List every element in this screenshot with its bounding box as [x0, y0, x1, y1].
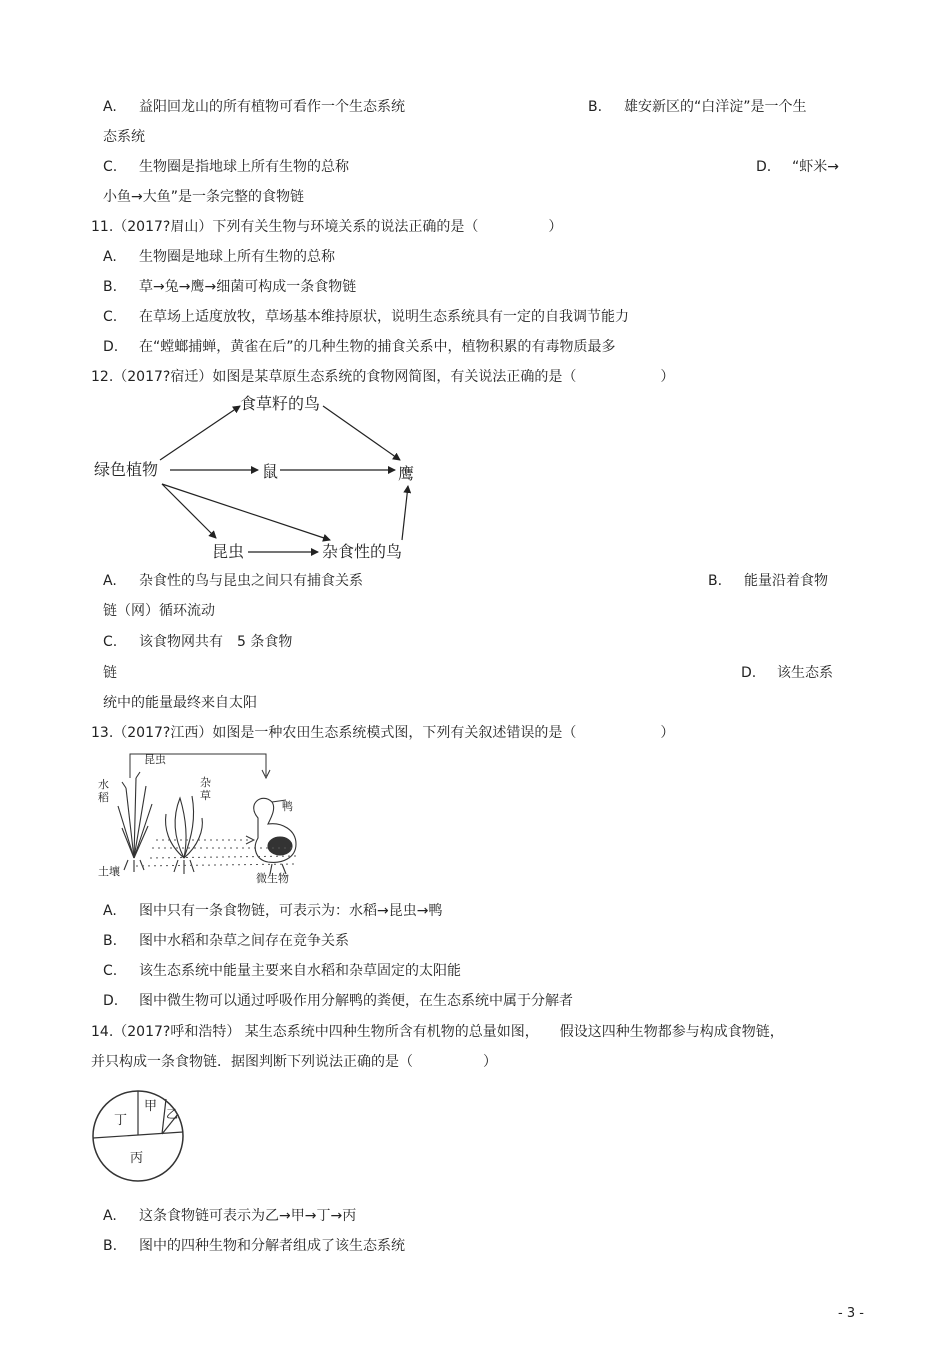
weed-plant-icon: [166, 796, 203, 874]
q14-a-text: 这条食物链可表示为乙→甲→丁→丙: [139, 1208, 357, 1224]
q12-food-web-diagram: [90, 390, 430, 565]
page-number: - 3 -: [838, 1306, 864, 1321]
q12-b-label: B.: [708, 573, 723, 589]
q10-d-text: “虾米→: [792, 159, 839, 175]
farm-insect-label: 昆虫: [144, 753, 166, 766]
q12-b-text: 能量沿着食物: [744, 573, 828, 589]
q13-stem: 13.（2017?江西）如图是一种农田生态系统模式图，下列有关叙述错误的是（ ）: [91, 725, 675, 741]
q10-option-a: [103, 98, 405, 116]
q12-a-label: A.: [103, 573, 117, 589]
q10-option-d-cont: 小鱼→大鱼”是一条完整的食物链: [103, 189, 304, 205]
farm-weed-label-2: 草: [200, 789, 211, 802]
q13-farm-ecosystem-diagram: [96, 748, 312, 890]
q10-c-text: 生物圈是指地球上所有生物的总称: [139, 159, 349, 175]
q12-option-b-cont: 链（网）循环流动: [103, 603, 215, 619]
q10-d-label: D.: [756, 159, 772, 175]
q13-b-label: B.: [103, 933, 118, 949]
q13-b-text: 图中水稻和杂草之间存在竞争关系: [139, 933, 349, 949]
q11-c-label: C.: [103, 309, 118, 325]
q14-stem-line1: 14.（2017?呼和浩特） 某生态系统中四种生物所含有机物的总量如图， 假设这四种生物都参与构成食物链，: [91, 1024, 784, 1040]
q11-a-text: 生物圈是地球上所有生物的总称: [139, 249, 335, 265]
web-plant-label: 绿色植物: [94, 460, 159, 479]
farm-weed-label-1: 杂: [200, 776, 211, 789]
q13-a-label: A.: [103, 903, 117, 919]
q10-option-b-cont: 态系统: [103, 129, 145, 145]
q11-b-text: 草→兔→鹰→细菌可构成一条食物链: [139, 279, 357, 295]
q10-b-label: B.: [588, 99, 603, 115]
q14-a-label: A.: [103, 1208, 117, 1224]
q12-option-d-cont: 统中的能量最终来自太阳: [103, 695, 257, 711]
q14-b-text: 图中的四种生物和分解者组成了该生态系统: [139, 1238, 405, 1254]
q10-a-label: A.: [103, 99, 117, 115]
q11-c-text: 在草场上适度放牧，草场基本维持原状，说明生态系统具有一定的自我调节能力: [139, 309, 629, 325]
pie-label-ding: 丁: [114, 1113, 128, 1128]
q10-b-text: 雄安新区的“白洋淀”是一个生: [624, 99, 807, 115]
q13-option-b: [103, 932, 349, 950]
web-omni-bird-label: 杂食性的鸟: [322, 542, 403, 561]
q12-option-c: [103, 633, 292, 651]
q13-d-label: D.: [103, 993, 119, 1009]
q13-d-text: 图中微生物可以通过呼吸作用分解鸭的粪便，在生态系统中属于分解者: [139, 993, 573, 1009]
arrow-plant-to-insect: [162, 484, 216, 538]
web-mouse-label: 鼠: [262, 462, 279, 481]
q11-option-c: [103, 308, 629, 326]
q11-option-b: [103, 278, 356, 296]
q11-stem: 11.（2017?眉山）下列有关生物与环境关系的说法正确的是（ ）: [91, 219, 563, 235]
q11-d-label: D.: [103, 339, 119, 355]
q12-c-text: 该食物网共有 5 条食物: [139, 634, 293, 650]
web-seed-bird-label: 食草籽的鸟: [240, 394, 321, 413]
arrow-plant-to-seed-bird: [160, 406, 240, 460]
q13-a-text: 图中只有一条食物链，可表示为：水稻→昆虫→鸭: [139, 903, 443, 919]
rice-plant-icon: [118, 772, 152, 872]
farm-rice-label-1: 水: [98, 778, 109, 791]
farm-rice-label-2: 稻: [98, 791, 109, 804]
q10-c-label: C.: [103, 159, 118, 175]
farm-microbe-label: 微生物: [256, 872, 289, 885]
q14-pie-chart: [90, 1088, 190, 1184]
q14-stem-line2: 并只构成一条食物链．据图判断下列说法正确的是（ ）: [91, 1054, 497, 1070]
q11-b-label: B.: [103, 279, 118, 295]
arrow-seed-bird-to-hawk: [323, 406, 400, 460]
q13-option-a: [103, 902, 442, 920]
q14-option-a: [103, 1207, 356, 1225]
arrow-omni-bird-to-hawk: [402, 486, 408, 540]
web-hawk-label: 鹰: [398, 464, 415, 483]
pie-label-yi: 乙: [166, 1107, 179, 1121]
q12-option-a: [103, 572, 363, 590]
q13-c-text: 该生态系统中能量主要来自水稻和杂草固定的太阳能: [139, 963, 461, 979]
q11-a-label: A.: [103, 249, 117, 265]
q12-option-c-cont: 链: [103, 665, 117, 681]
q13-option-d: [103, 992, 573, 1010]
q12-option-d: [741, 664, 833, 682]
pie-label-bing: 丙: [130, 1151, 144, 1166]
q12-d-label: D.: [741, 665, 757, 681]
q12-d-text: 该生态系: [777, 665, 833, 681]
q12-option-b: [708, 572, 828, 590]
q13-c-label: C.: [103, 963, 118, 979]
q12-c-label: C.: [103, 634, 118, 650]
farm-duck-label: 鸭: [282, 800, 293, 813]
q14-b-label: B.: [103, 1238, 118, 1254]
q11-d-text: 在“螳螂捕蝉，黄雀在后”的几种生物的捕食关系中，植物积累的有毒物质最多: [139, 339, 616, 355]
arrow-plant-to-omni-bird: [162, 484, 330, 540]
pie-label-jia: 甲: [144, 1099, 158, 1114]
q12-stem: 12.（2017?宿迁）如图是某草原生态系统的食物网简图，有关说法正确的是（ ）: [91, 369, 675, 385]
q12-a-text: 杂食性的鸟与昆虫之间只有捕食关系: [139, 573, 363, 589]
q13-option-c: [103, 962, 461, 980]
q10-option-d: [756, 158, 839, 176]
q10-a-text: 益阳回龙山的所有植物可看作一个生态系统: [139, 99, 405, 115]
q11-option-a: [103, 248, 335, 266]
q10-option-b: [588, 98, 807, 116]
q14-option-b: [103, 1237, 405, 1255]
q10-option-c: [103, 158, 349, 176]
web-insect-label: 昆虫: [212, 542, 245, 561]
farm-soil-label: 土壤: [98, 865, 120, 878]
q11-option-d: [103, 338, 616, 356]
